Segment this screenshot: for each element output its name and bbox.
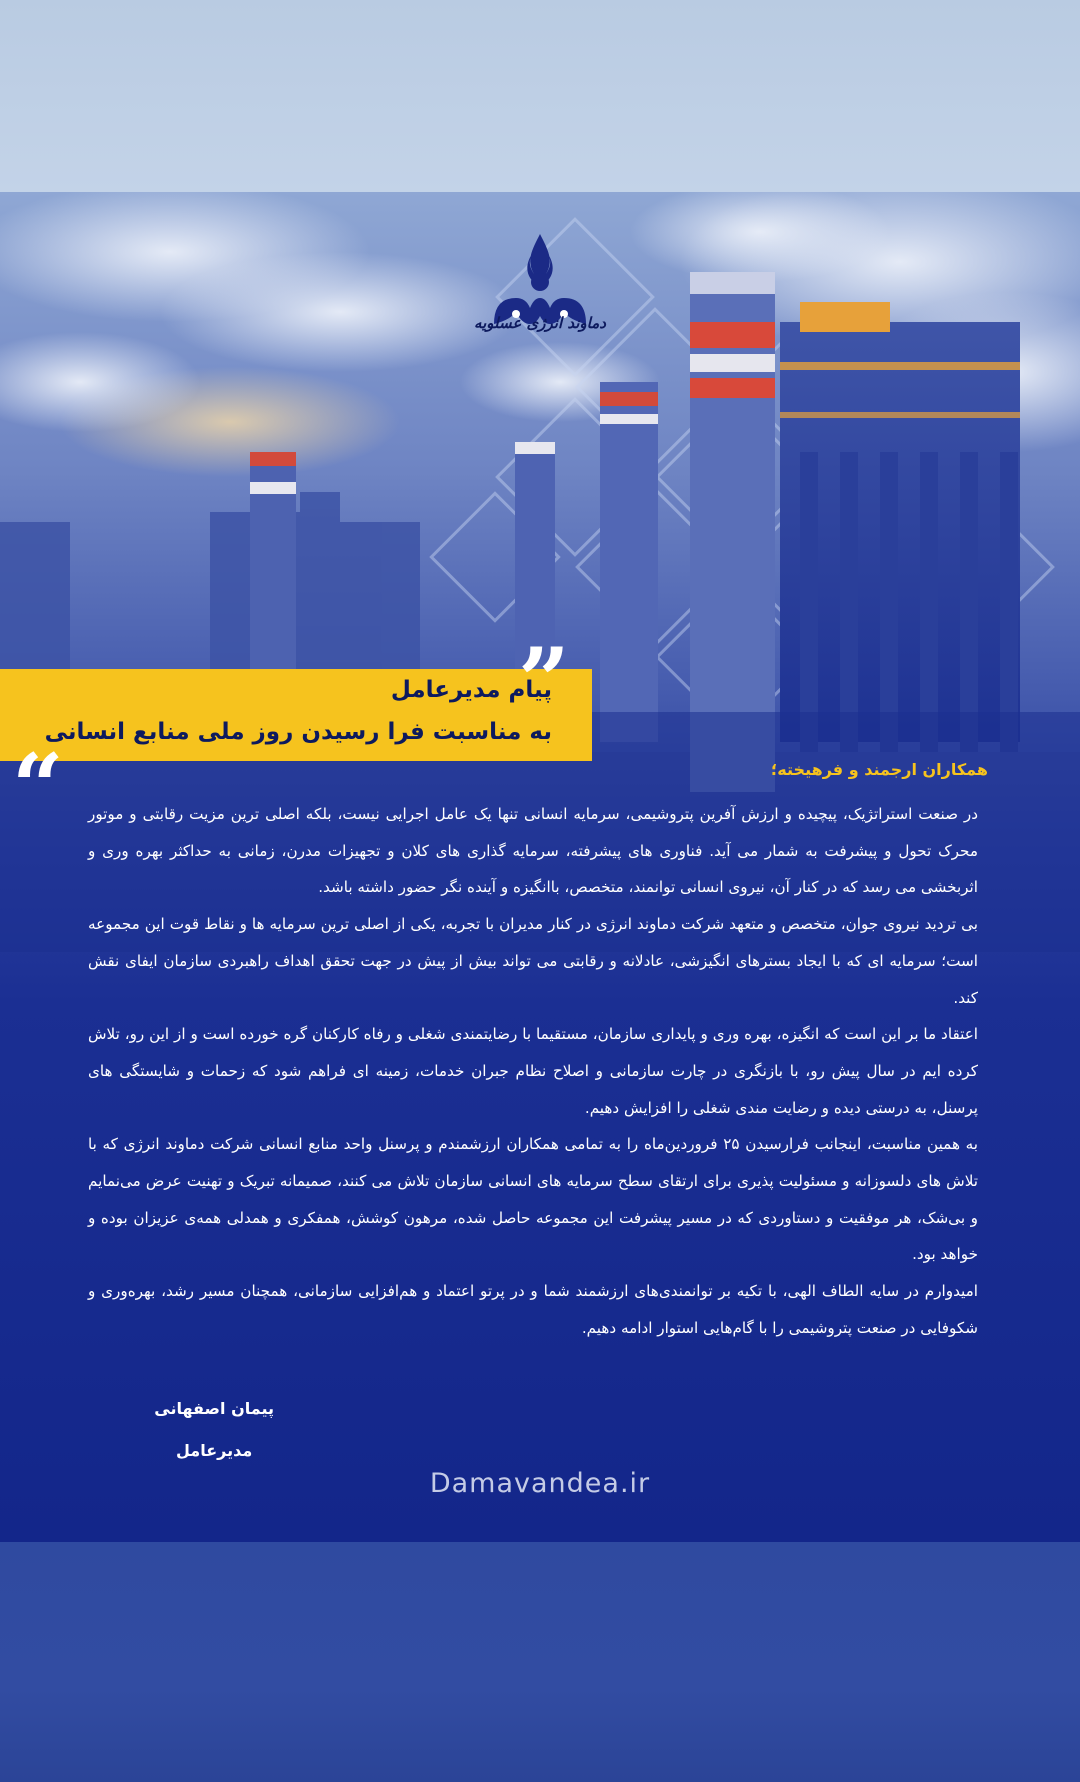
website-link[interactable]: Damavandea.ir [429,1468,651,1499]
paragraph: به همین مناسبت، اینجانب فرارسیدن ۲۵ فروردین‌ماه را به تمامی همکاران ارزشمندم و پرسنل واحد منابع انسانی شرکت دماوند انرژی که با تلاش های دلسوزانه و مسئولیت پذیری برای ارتقای سطح سرمایه های انسانی سازمان تلاش می کنند، صمیمانه تبریک و تهنیت عرض می‌نمایم و بی‌شک، هر موفقیت و دستاوردی که در مسیر پیشرفت این مجموعه حاصل شده، مرهون کوشش، همفکری و همدلی همه‌ی عزیزان بوده و خواهد بود. [88,1135,979,1264]
signature-name: پیمان اصفهانی [154,1399,274,1418]
signature [154,1388,274,1472]
title-banner [0,669,592,761]
quote-open-icon: ” [518,628,570,734]
title-heading: پیام مدیرعامل [390,677,552,703]
paragraph: در صنعت استراتژیک، پیچیده و ارزش آفرین پتروشیمی، سرمایه انسانی تنها یک عامل اجرایی نیست، بلکه اصلی ترین مزیت رقابتی و موتور محرک تحول و پیشرفت به شمار می آید. فناوری های پیشرفته، سرمایه گذاری های کلان و تجهیزات مدرن، زمانی به حداکثر بهره وری و اثربخشی می رسد که در کنار آن، نیروی انسانی توانمند، متخصص، باانگیزه و آینده نگر حضور داشته باشد. [88,805,978,897]
paragraph: بی تردید نیروی جوان، متخصص و متعهد شرکت دماوند انرژی در کنار مدیران با تجربه، یکی از اصلی ترین سرمایه ها و نقاط قوت این مجموعه است؛ سرمایه ای که با ایجاد بسترهای انگیزشی، عادلانه و رقابتی می تواند بیش از پیش در جهت تحقق اهداف راهبردی سازمان ایفای نقش کند. [88,915,978,1007]
bottom-blur-band [0,1542,1080,1782]
paragraph: امیدوارم در سایه الطاف الهی، با تکیه بر توانمندی‌های ارزشمند شما و در پرتو اعتماد و هم‌افزایی سازمانی، همچنان مسیر رشد، بهره‌وری و شکوفایی در صنعت پتروشیمی را با گام‌هایی استوار ادامه دهیم. [88,1282,978,1337]
greeting: همکاران ارجمند و فرهیخته؛ [770,760,988,779]
top-blur-band [0,0,1080,192]
logo-caption: دماوند انرژی عسلویه [474,314,606,332]
title-subheading: به مناسبت فرا رسیدن روز ملی منابع انسانی [44,719,552,745]
poster [0,192,1080,1542]
paragraph: اعتقاد ما بر این است که انگیزه، بهره وری و پایداری سازمان، مستقیما با رضایتمندی شغلی و رفاه کارکنان گره خورده است و از این رو، تلاش کرده ایم در سال پیش رو، با بازنگری در چارت سازمانی و اصلاح نظام جبران خدمات، زمینه ای فراهم شود که زحمات و شایستگی های پرسنل، به درستی دیده و رضایت مندی شغلی را افزایش دهیم. [88,1025,978,1117]
quote-close-icon: “ [12,734,64,840]
signature-role: مدیرعامل [176,1441,253,1460]
company-logo [480,212,600,362]
message-body [88,796,978,1347]
